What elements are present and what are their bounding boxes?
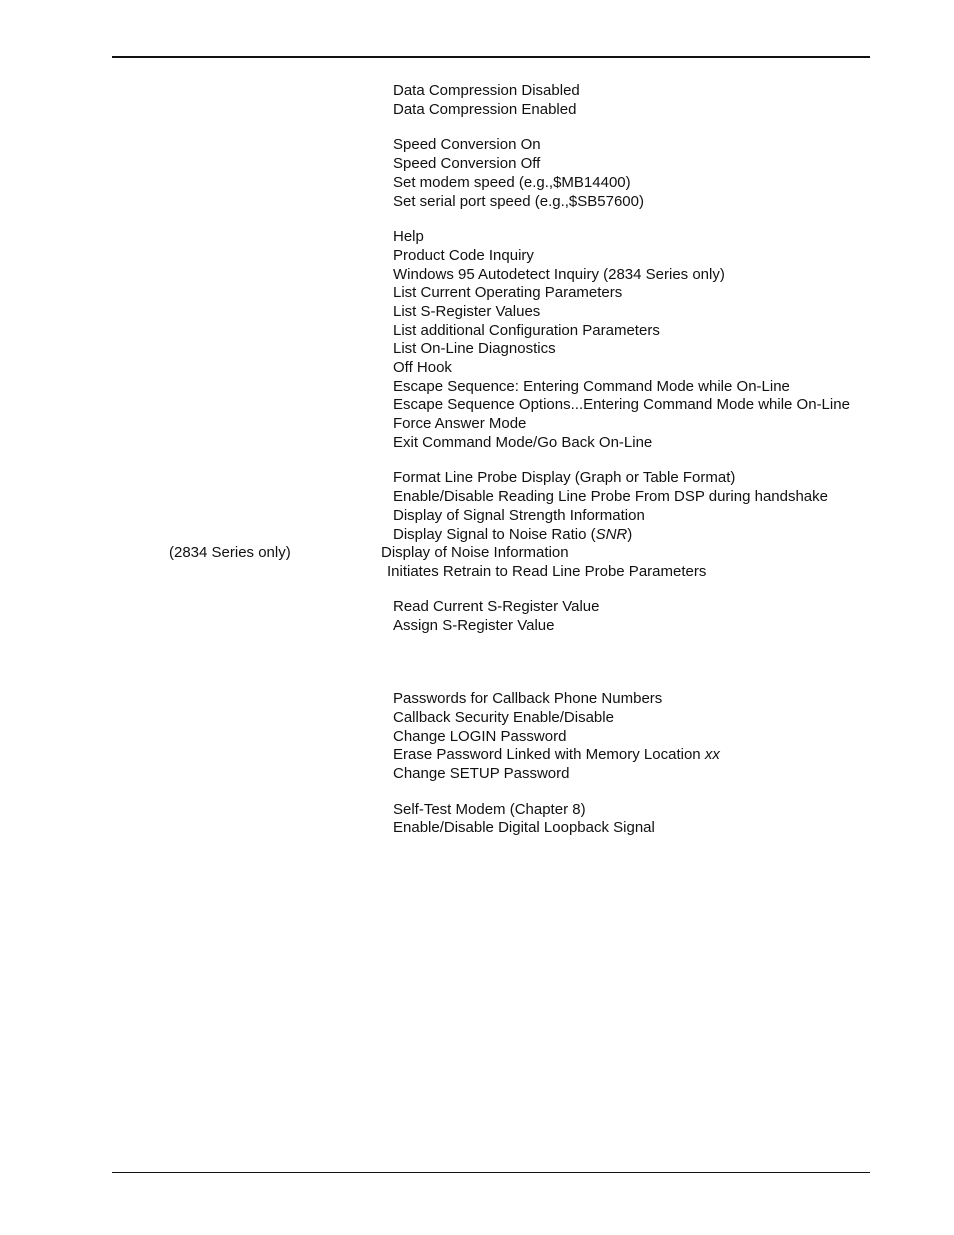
desc-read-current-s-register: Read Current S-Register Value — [393, 598, 600, 615]
desc-list-additional-configuration-parameters: List additional Configuration Parameters — [393, 322, 660, 339]
desc-speed-conversion-on: Speed Conversion On — [393, 136, 541, 153]
desc-set-serial-port-speed: Set serial port speed (e.g.,$SB57600) — [393, 193, 644, 210]
desc-product-code-inquiry: Product Code Inquiry — [393, 247, 534, 264]
side-note-2834-series-only: (2834 Series only) — [169, 544, 291, 561]
desc-display-snr-text: Display Signal to Noise Ratio ( — [393, 526, 596, 543]
desc-force-answer-mode: Force Answer Mode — [393, 415, 527, 432]
desc-list-s-register-values: List S-Register Values — [393, 303, 541, 320]
desc-assign-s-register: Assign S-Register Value — [393, 617, 555, 634]
desc-list-online-diagnostics: List On-Line Diagnostics — [393, 340, 556, 357]
desc-win95-autodetect-inquiry: Windows 95 Autodetect Inquiry (2834 Series only) — [393, 266, 725, 283]
desc-display-snr-close: ) — [627, 526, 633, 543]
desc-change-login-password: Change LOGIN Password — [393, 728, 567, 745]
desc-erase-password-text: Erase Password Linked with Memory Location — [393, 746, 705, 763]
desc-exit-command-mode: Exit Command Mode/Go Back On-Line — [393, 434, 653, 451]
bottom-rule — [112, 1172, 870, 1173]
desc-off-hook: Off Hook — [393, 359, 452, 376]
desc-digital-loopback: Enable/Disable Digital Loopback Signal — [393, 819, 655, 836]
desc-data-compression-enabled: Data Compression Enabled — [393, 101, 577, 118]
desc-escape-sequence-options: Escape Sequence Options...Entering Command Mode while On-Line — [393, 396, 850, 413]
desc-change-setup-password: Change SETUP Password — [393, 765, 570, 782]
desc-memory-location-var: xx — [704, 746, 720, 763]
desc-erase-password — [393, 745, 720, 764]
desc-enable-disable-reading-line-probe: Enable/Disable Reading Line Probe From DSP during handshake — [393, 488, 828, 505]
desc-set-modem-speed: Set modem speed (e.g.,$MB14400) — [393, 174, 631, 191]
desc-self-test-modem: Self-Test Modem (Chapter 8) — [393, 801, 586, 818]
desc-list-current-operating-parameters: List Current Operating Parameters — [393, 284, 623, 301]
desc-speed-conversion-off: Speed Conversion Off — [393, 155, 541, 172]
desc-help: Help — [393, 228, 424, 245]
desc-display-noise-information: Display of Noise Information — [381, 544, 569, 561]
desc-data-compression-disabled: Data Compression Disabled — [393, 82, 580, 99]
desc-passwords-for-callback: Passwords for Callback Phone Numbers — [393, 690, 663, 707]
desc-format-line-probe-display: Format Line Probe Display (Graph or Table Format) — [393, 469, 736, 486]
desc-display-snr — [393, 525, 632, 544]
desc-display-signal-strength: Display of Signal Strength Information — [393, 507, 645, 524]
desc-escape-sequence: Escape Sequence: Entering Command Mode while On-Line — [393, 378, 790, 395]
desc-snr-abbrev: SNR — [595, 526, 628, 543]
top-rule — [112, 56, 870, 58]
desc-initiates-retrain: Initiates Retrain to Read Line Probe Parameters — [387, 563, 707, 580]
desc-callback-security: Callback Security Enable/Disable — [393, 709, 614, 726]
